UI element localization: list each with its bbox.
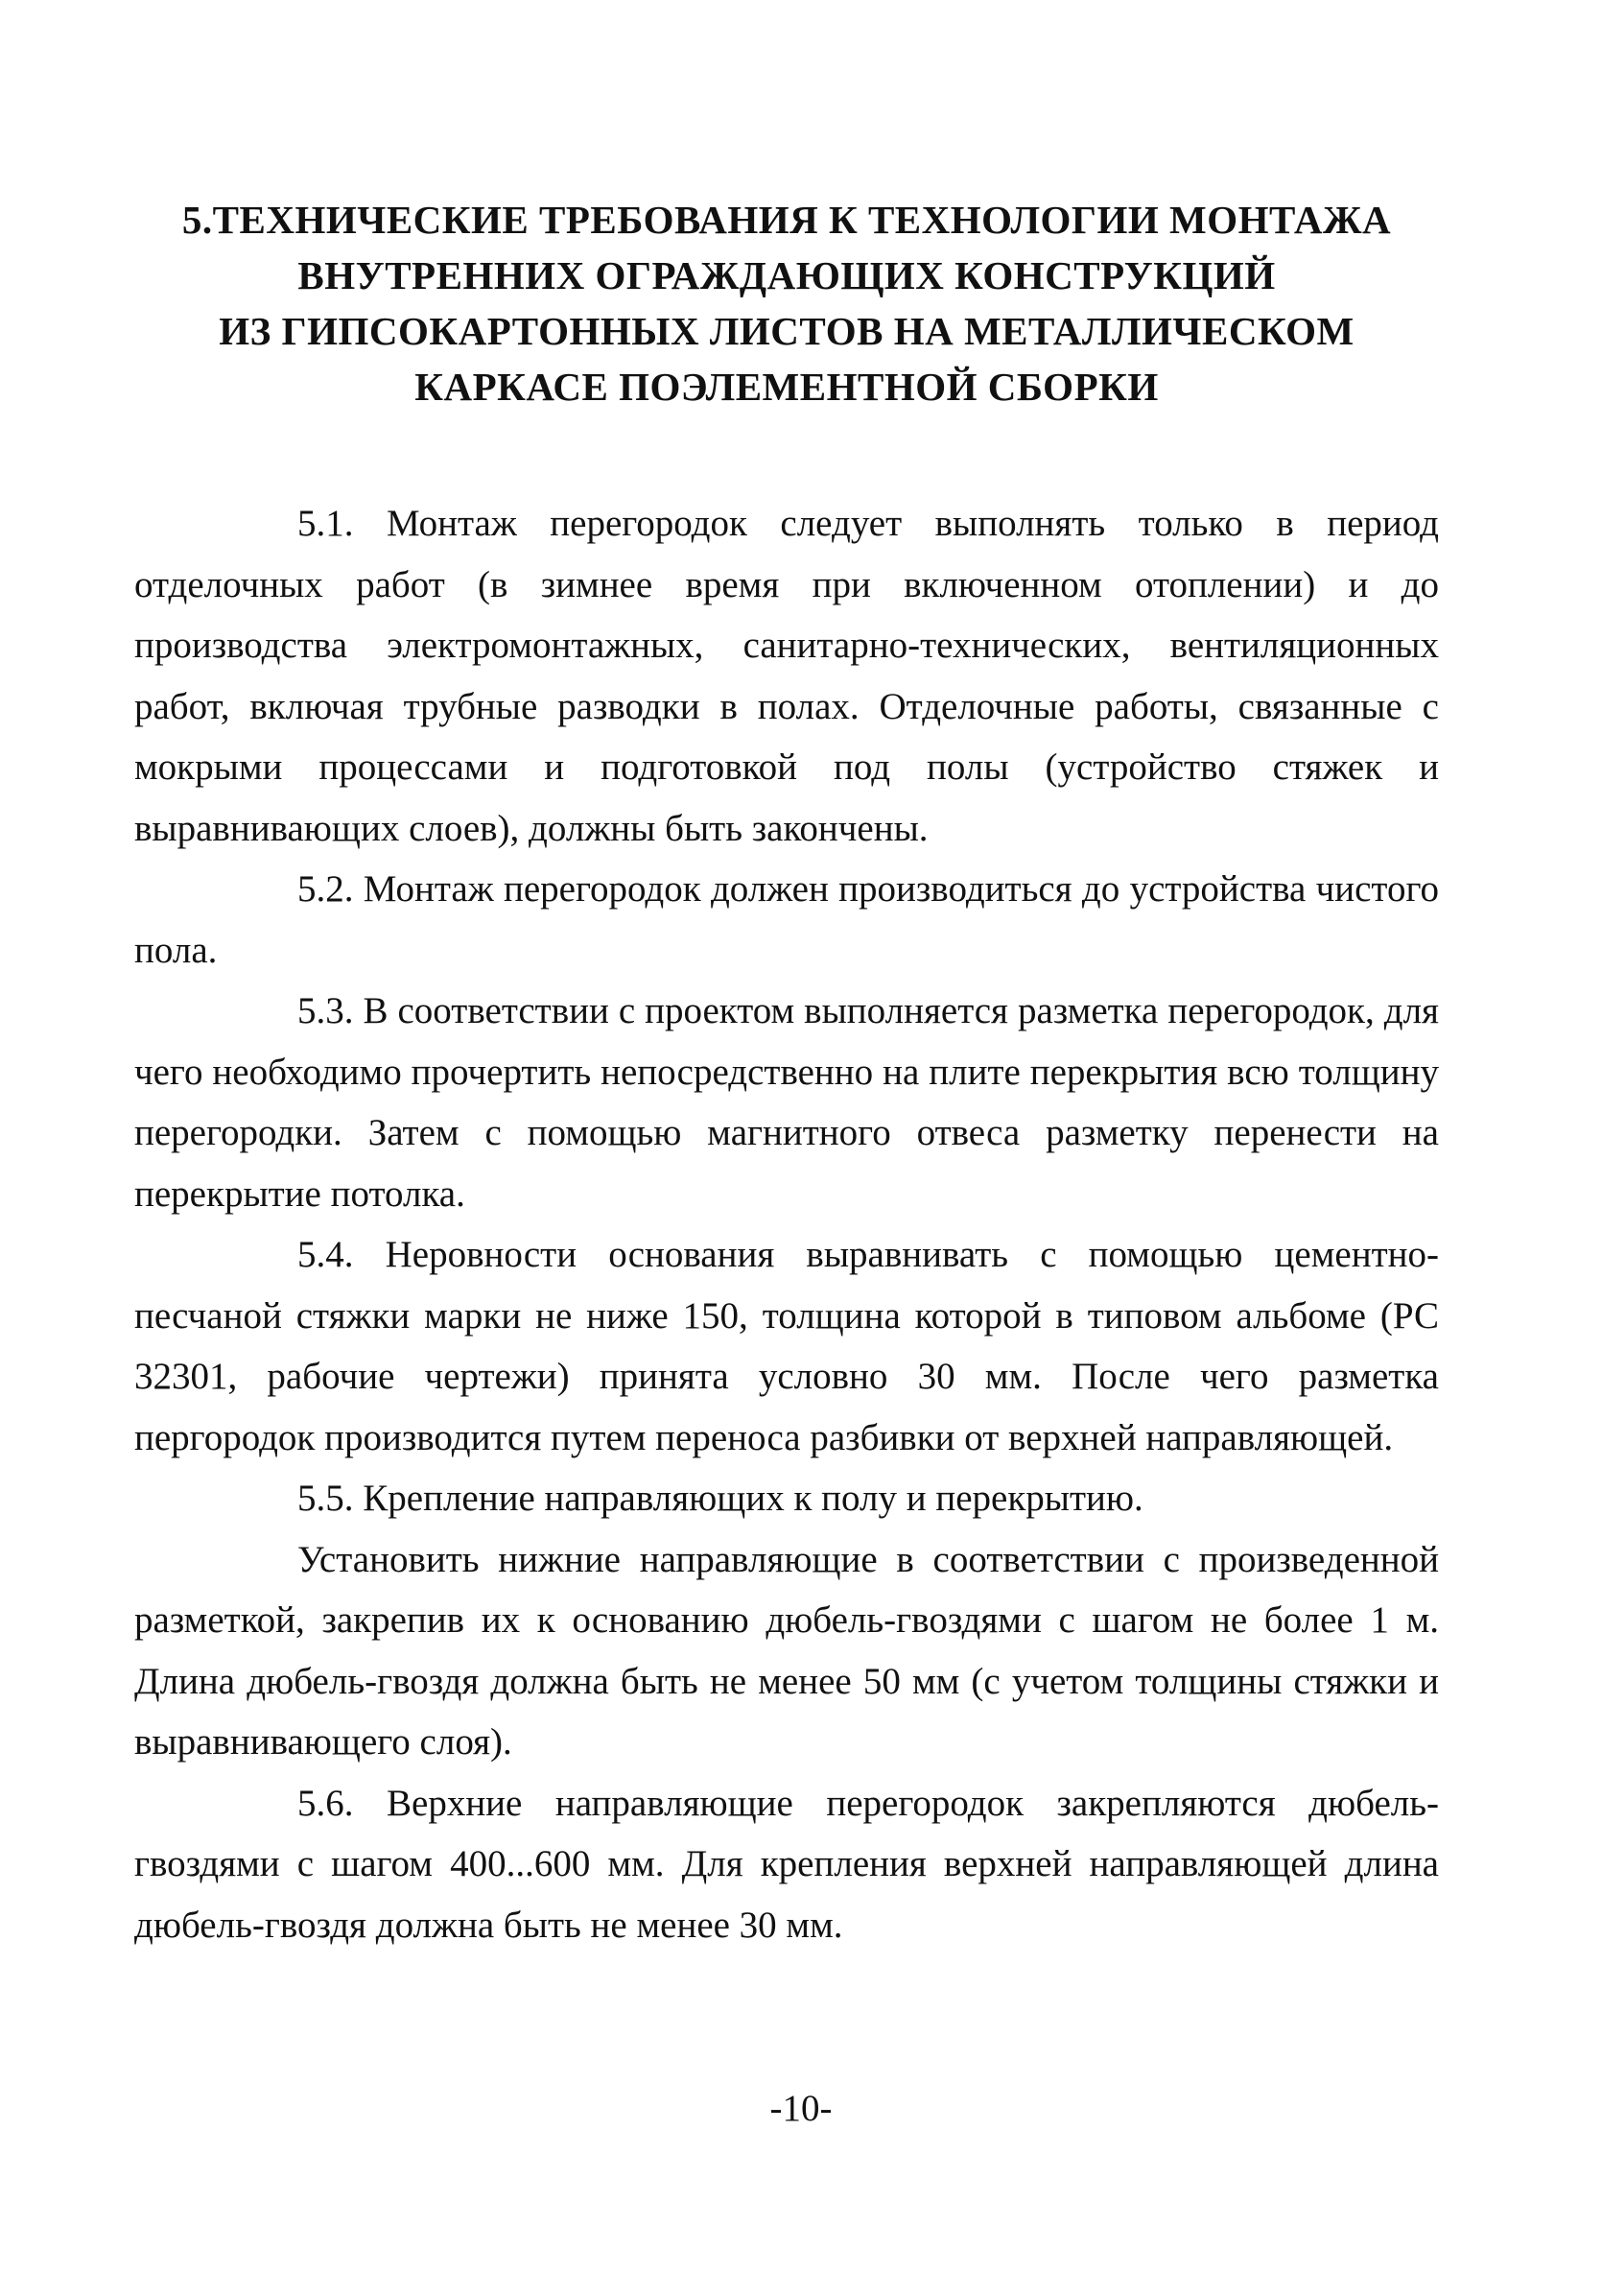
paragraph-5-6: 5.6. Верхние направляющие перегородок закрепляются дюбель-гвоздями с шагом 400...600 мм. Для крепления верхней направляющей длина дюбель-гвоздя должна быть не менее 30 мм. [134,1782,1439,1946]
paragraph-5-5: 5.5. Крепление направляющих к полу и перекрытию. [297,1478,1143,1519]
paragraph-5-4: 5.4. Неровности основания выравнивать с помощью цементно-песчаной стяжки марки не ниже 150, толщина которой в типовом альбоме (РС 32301, рабочие чертежи) принята условно 30 мм. После чего разметка пергородок производится путем переноса разбивки от верхней направляющей. [134,1234,1439,1458]
paragraph-5-3: 5.3. В соответствии с проектом выполняется разметка перегородок, для чего необходимо прочертить непосредственно на плите перекрытия всю толщину перегородки. Затем с помощью магнитного отвеса разметку перенести на перекрытие потолка. [134,990,1439,1215]
page-number: -10- [769,2088,833,2129]
document-page [134,192,1439,1955]
paragraph-5-2: 5.2. Монтаж перегородок должен производиться до устройства чистого пола. [134,868,1439,971]
heading-line: 5.ТЕХНИЧЕСКИЕ ТРЕБОВАНИЯ К ТЕХНОЛОГИИ МОНТАЖА [181,198,1392,242]
paragraph-5-5-body: Установить нижние направляющие в соответствии с произведенной разметкой, закрепив их к основанию дюбель-гвоздями с шагом не более 1 м. Длина дюбель-гвоздя должна быть не менее 50 мм (с учетом толщины стяжки и выравнивающего слоя). [134,1538,1439,1763]
heading-line: КАРКАСЕ ПОЭЛЕМЕНТНОЙ СБОРКИ [414,365,1159,409]
section-heading [134,192,1439,414]
heading-line: ВНУТРЕННИХ ОГРАЖДАЮЩИХ КОНСТРУКЦИЙ [297,253,1276,297]
heading-line: ИЗ ГИПСОКАРТОННЫХ ЛИСТОВ НА МЕТАЛЛИЧЕСКОМ [219,309,1355,353]
paragraph-5-1: 5.1. Монтаж перегородок следует выполнять только в период отделочных работ (в зимнее время при включенном отоплении) и до производства электромонтажных, санитарно-технических, вентиляционных работ, включая трубные разводки в полах. Отделочные работы, связанные с мокрыми процессами и подготовкой под полы (устройство стяжек и выравнивающих слоев), должны быть закончены. [134,503,1439,849]
